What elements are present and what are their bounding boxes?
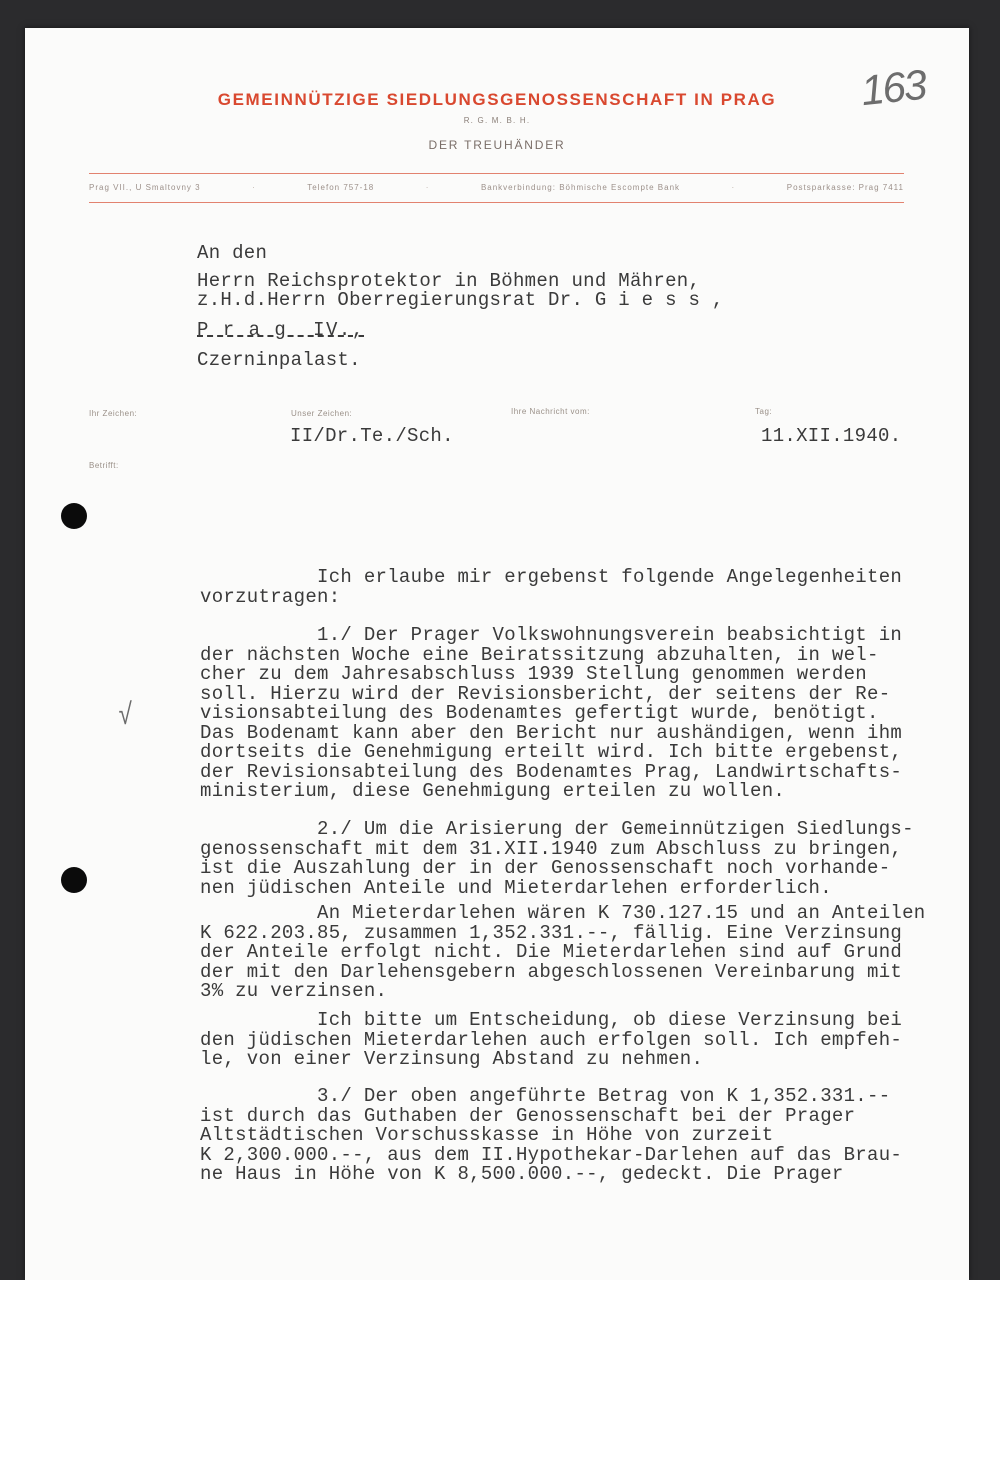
text-line: ministerium, diese Genehmigung erteilen zu wollen.	[200, 780, 786, 802]
recipient-line-1: An den	[197, 242, 268, 264]
letterhead-rule-top	[89, 173, 904, 174]
text-line: le, von einer Verzinsung Abstand zu nehmen.	[200, 1048, 704, 1070]
letterhead-org-name: GEMEINNÜTZIGE SIEDLUNGSGENOSSENSCHAFT IN PRAG	[217, 90, 777, 109]
text-line: genossenschaft mit dem 31.XII.1940 zum Abschluss zu bringen,	[200, 837, 903, 860]
letterhead-rule-bottom	[89, 202, 904, 203]
subject-label: Betrifft:	[89, 461, 119, 470]
text-line: der mit den Darlehensgebern abgeschlossenen Vereinbarung mit	[200, 960, 903, 983]
letterhead-legal-form: R. G. M. B. H.	[463, 116, 531, 125]
letterhead-contact-row	[89, 183, 904, 192]
separator-dot: ·	[731, 183, 736, 192]
date-label: Tag:	[755, 407, 773, 416]
letterhead-postal-account: Postsparkasse: Prag 7411	[786, 183, 904, 192]
recipient-line-5: Czerninpalast.	[197, 349, 361, 371]
text-line: den jüdischen Mieterdarlehen auch erfolgen soll. Ich empfeh-	[200, 1028, 903, 1051]
our-reference-value: II/Dr.Te./Sch.	[290, 425, 454, 447]
recipient-line-3: z.H.d.Herrn Oberregierungsrat Dr. G i e s s ,	[197, 289, 724, 311]
text-line: K 2,300.000.--, aus dem II.Hypothekar-Darlehen auf das Brau-	[200, 1143, 903, 1166]
separator-dot: ·	[252, 183, 256, 192]
text-line: Altstädtischen Vorschusskasse in Höhe von zurzeit	[200, 1124, 774, 1146]
text-line: K 622.203.85, zusammen 1,352.331.--, fällig. Eine Verzinsung	[200, 921, 903, 944]
text-line: Das Bodenamt kann aber den Bericht nur aushändigen, wenn ihm	[200, 721, 903, 744]
text-line: nen jüdischen Anteile und Mieterdarlehen erforderlich.	[200, 876, 832, 899]
your-message-label: Ihre Nachricht vom:	[511, 407, 590, 416]
text-line: dortseits die Genehmigung erteilt wird. Ich bitte ergebenst,	[200, 741, 903, 763]
recipient-city: P r a g IV.,	[197, 319, 365, 341]
text-line: Ich erlaube mir ergebenst folgende Angelegenheiten	[200, 566, 903, 588]
text-line: Ich bitte um Entscheidung, ob diese Verzinsung bei	[200, 1009, 903, 1031]
letterhead-phone: Telefon 757-18	[307, 183, 375, 192]
text-line: 2./ Um die Arisierung der Gemeinnützigen Siedlungs-	[200, 818, 914, 840]
body-paragraph-3	[200, 902, 926, 1002]
text-line: der nächsten Woche eine Beiratssitzung abzuhalten, in wel-	[200, 643, 879, 666]
text-line: An Mieterdarlehen wären K 730.127.15 und an Anteilen	[200, 902, 926, 924]
margin-check-mark: √	[118, 698, 132, 731]
body-paragraph-4	[200, 1011, 920, 1070]
recipient-line-2: Herrn Reichsprotektor in Böhmen und Mähren,	[197, 270, 701, 292]
date-value: 11.XII.1940.	[761, 425, 902, 447]
text-line: der Anteile erfolgt nicht. Die Mieterdarlehen sind auf Grund	[200, 941, 903, 963]
separator-dot: ·	[425, 183, 430, 192]
letterhead-subtitle: DER TREUHÄNDER	[428, 138, 566, 152]
text-line: 3% zu verzinsen.	[200, 980, 388, 1002]
text-line: visionsabteilung des Bodenamtes gefertigt wurde, benötigt.	[200, 702, 879, 724]
body-paragraph-1	[200, 626, 920, 802]
your-reference-label: Ihr Zeichen:	[89, 409, 138, 418]
body-paragraph-5	[200, 1087, 920, 1185]
punch-hole	[61, 503, 87, 529]
text-line: ist die Auszahlung der in der Genossenschaft noch vorhande-	[200, 857, 891, 879]
letterhead-bank: Bankverbindung: Böhmische Escompte Bank	[480, 183, 681, 192]
text-line: soll. Hierzu wird der Revisionsbericht, der seitens der Re-	[200, 682, 891, 705]
text-line: ne Haus in Höhe von K 8,500.000.--, gedeckt. Die Prager	[200, 1163, 844, 1185]
text-line: ist durch das Guthaben der Genossenschaft bei der Prager	[200, 1104, 856, 1127]
text-line: 3./ Der oben angeführte Betrag von K 1,352.331.--	[200, 1085, 891, 1107]
letter-page	[25, 28, 969, 1280]
letterhead-address: Prag VII., U Smaltovny 3	[89, 183, 201, 192]
punch-hole	[61, 867, 87, 893]
body-paragraph-2	[200, 820, 920, 898]
our-reference-label: Unser Zeichen:	[291, 409, 353, 418]
text-line: vorzutragen:	[200, 585, 341, 608]
text-line: cher zu dem Jahresabschluss 1939 Stellung genommen werden	[200, 663, 868, 685]
text-line: 1./ Der Prager Volkswohnungsverein beabsichtigt in	[200, 624, 903, 646]
folio-number: 163	[858, 60, 928, 115]
body-intro	[200, 568, 920, 607]
text-line: der Revisionsabteilung des Bodenamtes Prag, Landwirtschafts-	[200, 760, 903, 783]
